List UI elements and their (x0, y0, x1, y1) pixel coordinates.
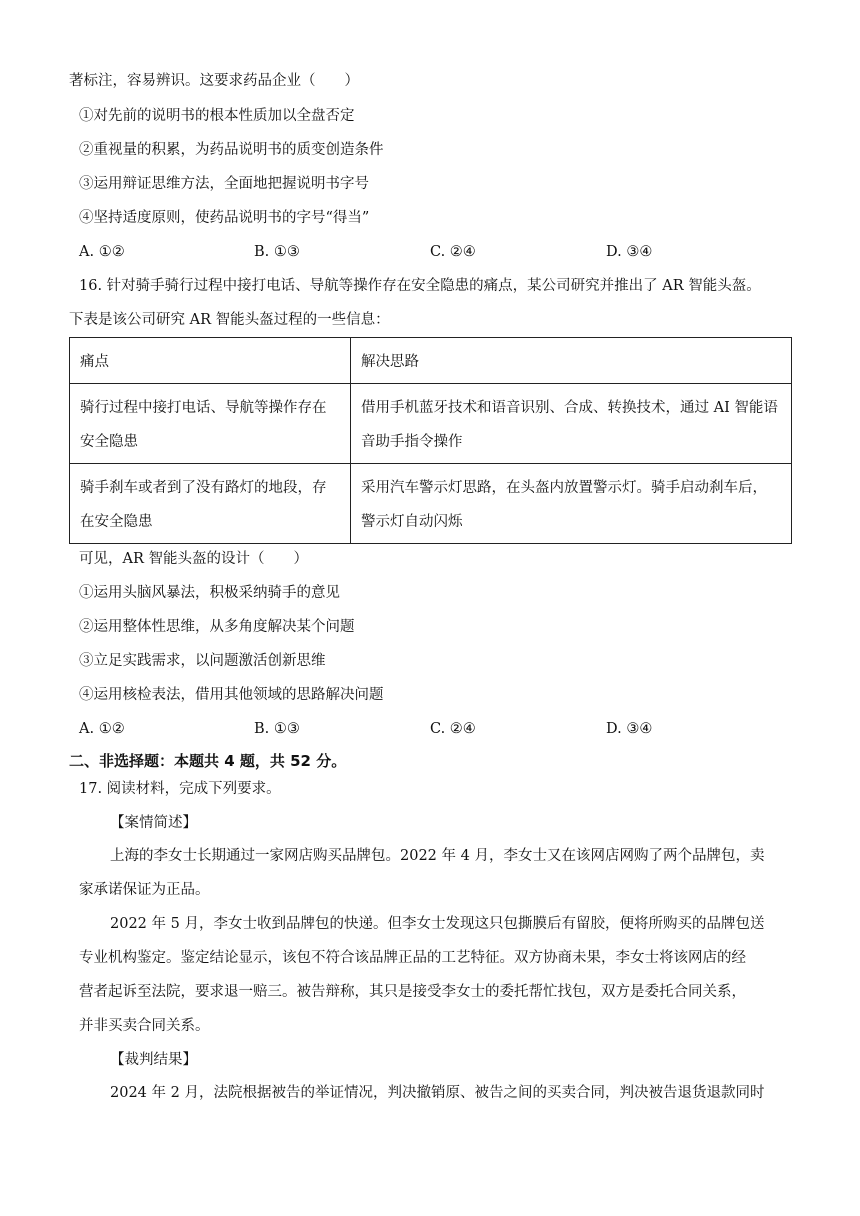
q15-item-2: ②重视量的积累，为药品说明书的质变创造条件 (79, 142, 384, 158)
section-heading: 二、非选择题：本题共 4 题，共 52 分。 (69, 752, 347, 770)
verdict-title: 【裁判结果】 (110, 1052, 197, 1068)
table-row (70, 384, 792, 464)
table-header-solution: 解决思路 (351, 338, 792, 384)
table-header-pain-point: 痛点 (70, 338, 351, 384)
q15-option-d: D. ③④ (606, 244, 653, 260)
table-cell: 借用手机蓝牙技术和语音识别、合成、转换技术，通过 AI 智能语音助手指令操作 (351, 384, 792, 464)
q15-item-4: ④坚持适度原则，使药品说明书的字号“得当” (79, 210, 370, 226)
q16-item-2: ②运用整体性思维，从多角度解决某个问题 (79, 619, 355, 635)
table-header-row (70, 338, 792, 384)
q16-option-b: B. ①③ (254, 721, 300, 737)
table-cell: 骑手刹车或者到了没有路灯的地段，存在安全隐患 (70, 464, 351, 544)
q16-option-a: A. ①② (79, 721, 125, 737)
q15-stem-tail: 著标注，容易辨识。这要求药品企业（ ） (69, 73, 359, 89)
table-row (70, 464, 792, 544)
case-para1-line1: 上海的李女士长期通过一家网店购买品牌包。2022 年 4 月，李女士又在该网店网购了两个品牌包，卖 (110, 848, 765, 864)
q15-item-3: ③运用辩证思维方法，全面地把握说明书字号 (79, 176, 369, 192)
case-para2-line3: 营者起诉至法院，要求退一赔三。被告辩称，其只是接受李女士的委托帮忙找包，双方是委托合同关系， (79, 984, 746, 1000)
q16-stem-line1: 16. 针对骑手骑行过程中接打电话、导航等操作存在安全隐患的痛点，某公司研究并推出了 AR 智能头盔。 (79, 278, 761, 294)
case-para2-line4: 并非买卖合同关系。 (79, 1018, 210, 1034)
q15-option-a: A. ①② (79, 244, 125, 260)
q16-item-1: ①运用头脑风暴法，积极采纳骑手的意见 (79, 585, 340, 601)
table-cell: 采用汽车警示灯思路，在头盔内放置警示灯。骑手启动刹车后，警示灯自动闪烁 (351, 464, 792, 544)
q16-stem-line2: 下表是该公司研究 AR 智能头盔过程的一些信息： (69, 312, 390, 328)
q15-option-c: C. ②④ (430, 244, 476, 260)
q16-item-4: ④运用核检表法，借用其他领域的思路解决问题 (79, 687, 384, 703)
q16-info-table (69, 337, 792, 544)
table-cell: 骑行过程中接打电话、导航等操作存在安全隐患 (70, 384, 351, 464)
case-para2-line2: 专业机构鉴定。鉴定结论显示，该包不符合该品牌正品的工艺特征。双方协商未果，李女士将该网店的经 (79, 950, 746, 966)
q16-question: 可见，AR 智能头盔的设计（ ） (79, 551, 308, 567)
verdict-para-line1: 2024 年 2 月，法院根据被告的举证情况，判决撤销原、被告之间的买卖合同，判决被告退货退款同时 (110, 1085, 765, 1101)
case-para1-line2: 家承诺保证为正品。 (79, 882, 210, 898)
q15-item-1: ①对先前的说明书的根本性质加以全盘否定 (79, 108, 355, 124)
case-title: 【案情简述】 (110, 815, 197, 831)
q17-stem: 17. 阅读材料，完成下列要求。 (79, 781, 281, 797)
q16-option-d: D. ③④ (606, 721, 653, 737)
q16-item-3: ③立足实践需求，以问题激活创新思维 (79, 653, 326, 669)
case-para2-line1: 2022 年 5 月，李女士收到品牌包的快递。但李女士发现这只包撕膜后有留胶，便将所购买的品牌包送 (110, 916, 765, 932)
q15-option-b: B. ①③ (254, 244, 300, 260)
q16-option-c: C. ②④ (430, 721, 476, 737)
